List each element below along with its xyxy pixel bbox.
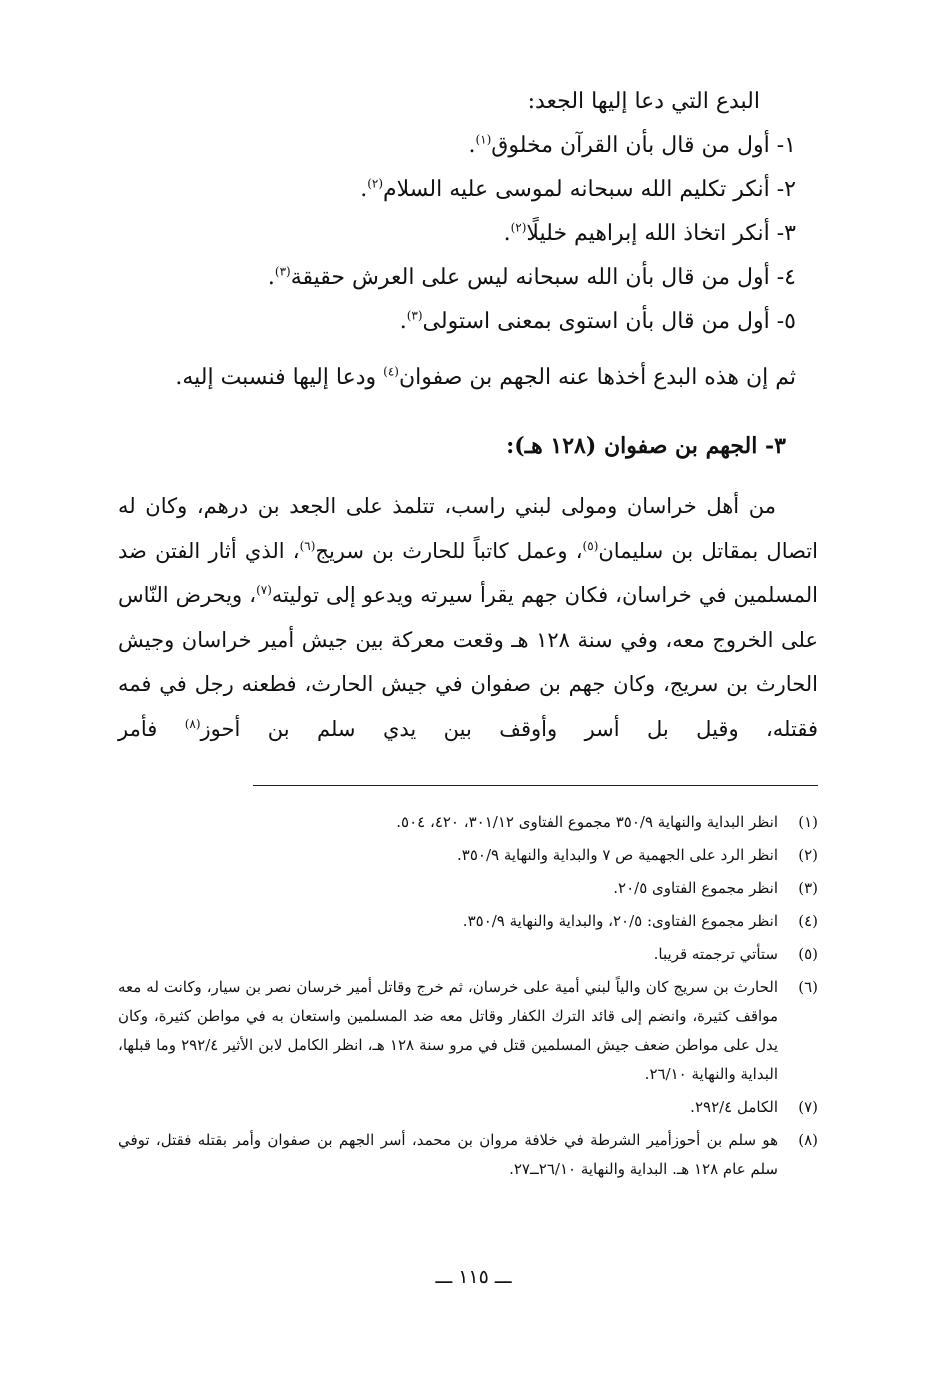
footnote: [118, 940, 818, 969]
footnote-text: ستأتي ترجمته قريبا.: [653, 945, 778, 963]
footnote-ref: (٢): [367, 176, 384, 191]
footnote-text: انظر البداية والنهاية ٣٥٠/٩ مجموع الفتاوى ٣٠١/١٢، ٤٢٠، ٥٠٤.: [396, 813, 778, 831]
footnote-number: (٨): [798, 1131, 818, 1149]
list-item: ٥- أول من قال بأن استوى بمعنى استولى$^{(٣)}$.: [399, 308, 796, 334]
biography-paragraph: من أهل خراسان ومولى لبني راسب، تتلمذ على الجعد بن درهم، وكان له اتصال بمقاتل بن سليمان$^{(٥)}$، وعمل كاتباً للحارث بن سريج$^{(٦)}$، الذي أثار الفتن ضد المسلمين في خراسان، فكان جهم يقرأ سيرته ويدعو إلى توليته$^{(٧)}$، ويحرض النّاس على الخروج معه، وفي سنة ١٢٨ هـ وقعت معركة بين جيش أمير خراسان وجيش الحارث بن سريج، وكان جهم بن صفوان في جيش الحارث، فطعنه رجل في فمه فقتله، وقيل بل أسر وأوقف بين يدي سلم بن أحوز$^{(٨)}$ فأمر: [118, 494, 819, 741]
footnote-ref: (٥): [582, 538, 599, 553]
footnote: [118, 808, 818, 837]
innovations-list: [118, 124, 818, 344]
conclusion-paragraph: ثم إن هذه البدع أخذها عنه الجهم بن صفوان$^{(٤)}$ ودعا إليها فنسبت إليه.: [175, 364, 796, 390]
list-item: ٣- أنكر اتخاذ الله إبراهيم خليلًا$^{(٢)}$.: [503, 220, 796, 246]
footnote-text: الحارث بن سريج كان والياً لبني أمية على خرسان، ثم خرج وقاتل أمير خرسان نصر بن سيار، وكانت له معه مواقف كثيرة، وانضم إلى قائد الترك الكفار وقاتل معه ضد المسلمين واستعان به في مواطن كثيرة، وكان يدل على مواطن ضعف جيش المسلمين قتل في مرو سنة ١٢٨ هـ، انظر الكامل لابن الأثير ٢٩٢/٤ وما قبلها، البداية والنهاية ٢٦/١٠.: [118, 978, 779, 1083]
main-text: [118, 80, 818, 751]
page-number: ـــ ١١٥ ـــ: [435, 1266, 512, 1288]
innovations-heading: البدع التي دعا إليها الجعد:: [527, 89, 760, 114]
footnote-ref: (٤): [383, 364, 399, 379]
section-heading: ٣- الجهم بن صفوان (١٢٨ هـ):: [506, 433, 786, 459]
footnote: [118, 973, 818, 1089]
footnote-ref: (٨): [184, 716, 201, 731]
footnote-ref: (٣): [406, 308, 423, 323]
footnote-ref: (٣): [274, 264, 291, 279]
footnote-number: (٧): [798, 1098, 818, 1116]
footnote: [118, 1093, 818, 1122]
list-item: ٤- أول من قال بأن الله سبحانه ليس على العرش حقيقة$^{(٣)}$.: [267, 264, 796, 290]
footnote-ref: (٦): [299, 538, 316, 553]
footnote-ref: (٢): [510, 220, 527, 235]
footnote-ref: (١): [475, 132, 492, 147]
footnote-number: (٦): [798, 978, 818, 996]
footnote-number: (١): [798, 813, 818, 831]
footnote: [118, 1126, 818, 1184]
footnote-ref: (٧): [256, 583, 272, 597]
footnote-text: انظر مجموع الفتاوى: ٢٠/٥، والبداية والنهاية ٣٥٠/٩.: [462, 912, 778, 930]
footnotes-list: [118, 808, 818, 1188]
footnote: [118, 907, 818, 936]
footnote-number: (٥): [798, 945, 818, 963]
footnote-number: (٤): [798, 912, 818, 930]
footnote-separator: [253, 785, 818, 786]
footnote: [118, 874, 818, 903]
footnote-number: (٣): [798, 879, 818, 897]
list-item: ٢- أنكر تكليم الله سبحانه لموسى عليه السلام$^{(٢)}$.: [360, 176, 796, 202]
footnote-text: انظر مجموع الفتاوى ٢٠/٥.: [613, 879, 778, 897]
footnote-number: (٢): [798, 846, 818, 864]
footnote-text: انظر الرد على الجهمية ص ٧ والبداية والنهاية ٣٥٠/٩.: [457, 846, 778, 864]
footnote-text: هو سلم بن أحوزأمير الشرطة في خلافة مروان بن محمد، أسر الجهم بن صفوان وأمر بقتله فقتل، توفي سلم عام ١٢٨ هـ. البداية والنهاية ٢٦/١٠ــ٢٧.: [118, 1131, 778, 1178]
footnote-text: الكامل ٢٩٢/٤.: [690, 1098, 778, 1116]
footnote: [118, 841, 818, 870]
list-item: ١- أول من قال بأن القرآن مخلوق$^{(١)}$.: [468, 132, 796, 158]
